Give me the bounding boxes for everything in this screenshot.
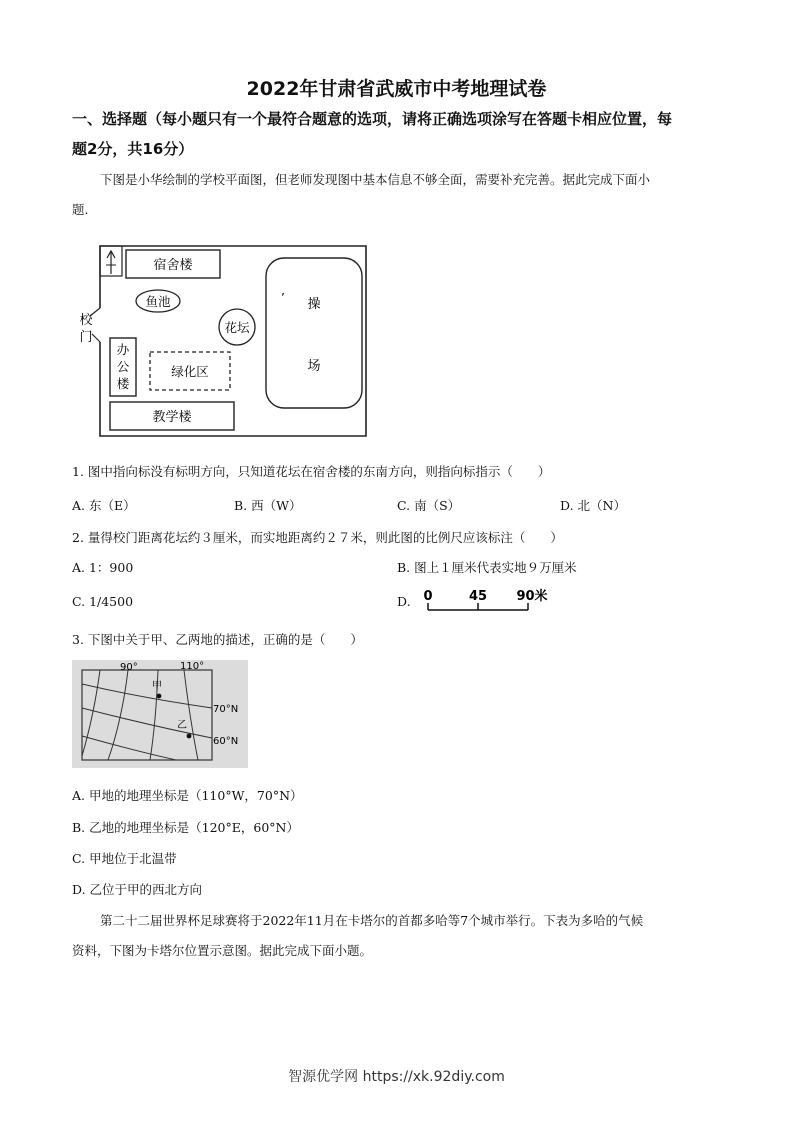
passage2-line1: 第二十二届世界杯足球赛将于2022年11月在卡塔尔的首都多哈等7个城市举行。下表为多哈的气候 [100, 913, 644, 928]
office-label-3: 楼 [116, 376, 130, 391]
q1-option-b[interactable]: B. 西（W） [234, 498, 302, 513]
q3-option-b[interactable]: B. 乙地的地理坐标是（120°E，60°N） [72, 820, 299, 835]
dorm-label: 宿舍楼 [153, 258, 193, 273]
q1-option-a[interactable]: A. 东（E） [72, 498, 136, 513]
footer-watermark: 智源优学网 https://xk.92diy.com [288, 1069, 505, 1085]
point-yi-label: 乙 [177, 720, 187, 731]
q2-option-b[interactable]: B. 图上１厘米代表实地９万厘米 [397, 560, 577, 575]
q3-option-c[interactable]: C. 甲地位于北温带 [72, 851, 177, 866]
lon-label-90: 90° [120, 662, 138, 673]
scale-label-0: 0 [423, 589, 433, 604]
office-label-1: 办 [116, 342, 130, 357]
field-mark: ’ [281, 291, 285, 305]
flowerbed-label: 花坛 [224, 320, 250, 335]
scale-label-45: 45 [468, 589, 488, 604]
scale-bar [420, 586, 560, 618]
office-label-2: 公 [116, 359, 130, 374]
point-yi [187, 734, 192, 739]
page-title: 2022年甘肃省武威市中考地理试卷 [246, 78, 547, 100]
lat-lon-grid-map [72, 660, 248, 768]
passage2-line2: 资料，下图为卡塔尔位置示意图。据此完成下面小题。 [72, 943, 373, 958]
point-jia-label: 甲 [152, 681, 162, 692]
q1-stem: 1. 图中指向标没有标明方向，只知道花坛在宿舍楼的东南方向，则指向标指示（ ） [72, 464, 551, 479]
q2-stem: 2. 量得校门距离花坛约３厘米，而实地距离约２７米，则此图的比例尺应该标注（ ） [72, 530, 563, 545]
intro-line2: 题. [72, 202, 89, 217]
pond-label: 鱼池 [145, 294, 171, 309]
field-label-2: 场 [307, 359, 321, 374]
q3-stem: 3. 下图中关于甲、乙两地的描述，正确的是（ ） [72, 632, 363, 647]
scale-label-90: 90米 [516, 589, 548, 604]
green-label: 绿化区 [171, 364, 209, 379]
q2-option-a[interactable]: A. 1：900 [72, 560, 134, 575]
gate-leaf-bottom [92, 334, 100, 342]
field-label-1: 操 [307, 297, 321, 312]
lat-label-60: 60°N [213, 736, 239, 747]
q1-option-c[interactable]: C. 南（S） [397, 498, 461, 513]
q1-option-d[interactable]: D. 北（N） [560, 498, 626, 513]
section-heading [72, 104, 722, 164]
q2-option-c[interactable]: C. 1/4500 [72, 594, 134, 609]
q3-option-a[interactable]: A. 甲地的地理坐标是（110°W，70°N） [72, 788, 303, 803]
section-heading-line1: 一、选择题（每小题只有一个最符合题意的选项，请将正确选项涂写在答题卡相应位置，每 [72, 110, 673, 128]
q2-option-d[interactable]: D. [397, 594, 411, 609]
section-heading-line2: 题2分，共16分） [72, 140, 194, 158]
gate-label-2: 门 [79, 330, 93, 345]
sports-field [266, 258, 362, 408]
lat-label-70: 70°N [213, 704, 239, 715]
lon-label-110: 110° [180, 661, 205, 672]
gate-label-1: 校 [79, 313, 93, 328]
intro-line1: 下图是小华绘制的学校平面图，但老师发现图中基本信息不够全面，需要补充完善。据此完成下面小 [100, 172, 651, 187]
q3-option-d[interactable]: D. 乙位于甲的西北方向 [72, 882, 203, 897]
teaching-label: 教学楼 [152, 410, 192, 425]
point-jia [157, 694, 162, 699]
school-map [70, 238, 380, 444]
